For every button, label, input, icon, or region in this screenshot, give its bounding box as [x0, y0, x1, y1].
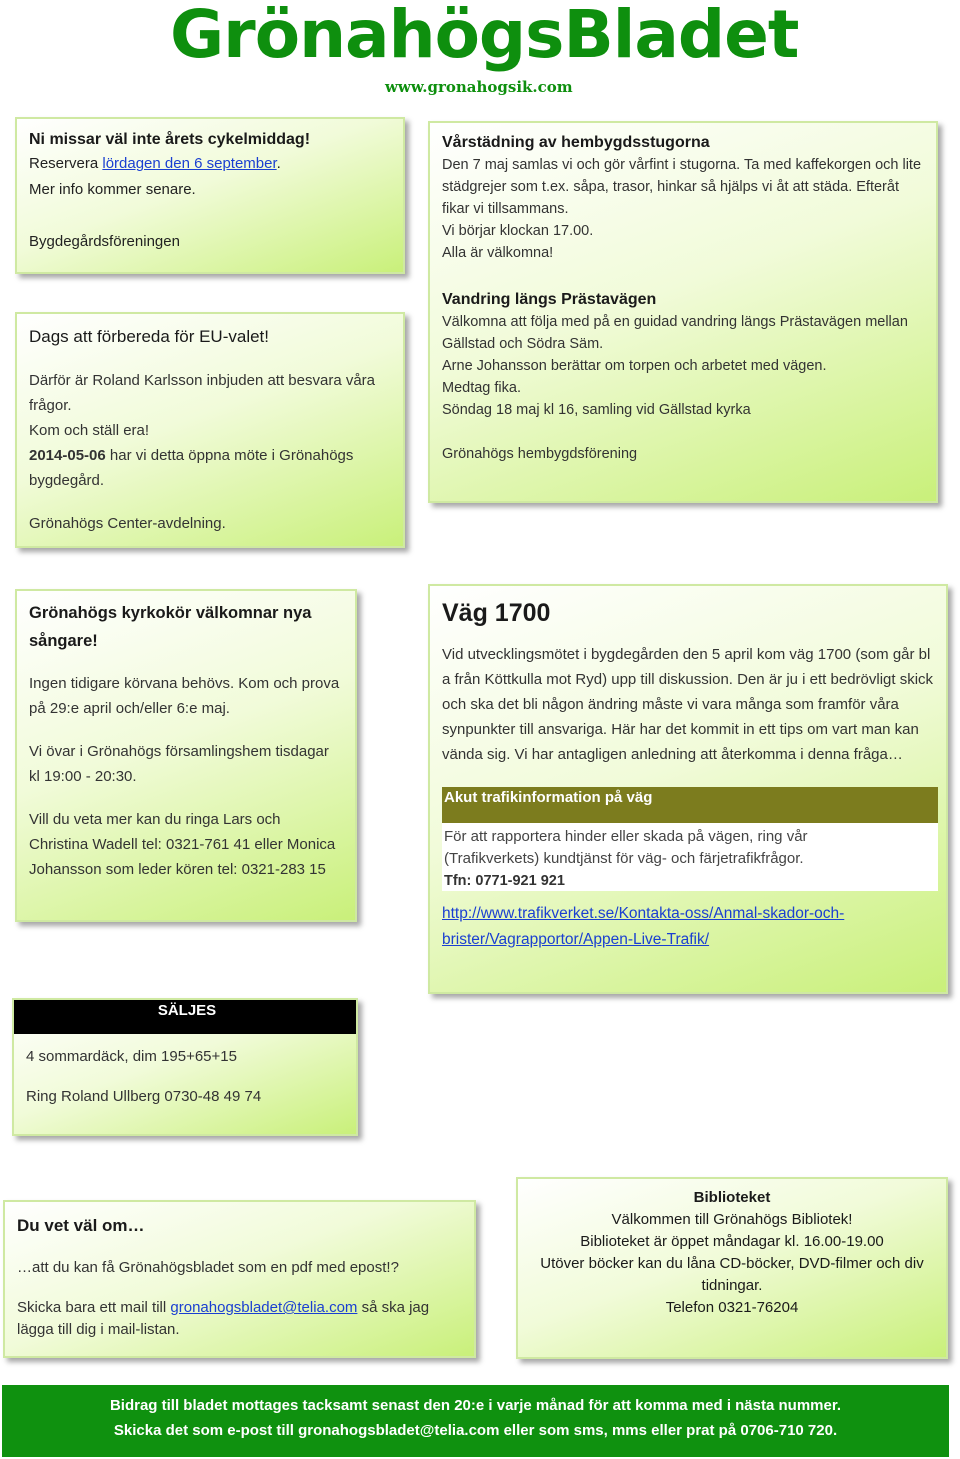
traffic-info-panel	[442, 787, 938, 891]
spring-cleaning-welcome: Alla är välkomna!	[442, 245, 554, 261]
road-heading: Väg 1700	[442, 599, 551, 627]
eu-election-line3	[29, 443, 391, 493]
footer-banner	[2, 1385, 949, 1457]
library-line4: Telefon 0321-76204	[665, 1299, 799, 1316]
choir-heading: Grönahögs kyrkokör välkomnar nya sångare!	[29, 604, 312, 650]
eu-election-signature: Grönahögs Center-avdelning.	[29, 515, 226, 532]
library-heading: Biblioteket	[693, 1189, 771, 1206]
reserve-text: Reservera	[29, 155, 103, 172]
choir-para3: Vill du veta mer kan du ringa Lars och Christina Wadell tel: 0321-761 41 eller Monica Johansson som leder kören tel: 0321-283 15	[29, 811, 336, 878]
road-1700-notice	[428, 584, 948, 994]
meeting-text: har vi detta öppna möte i Grönahögs bygdegård.	[29, 447, 354, 489]
road-body: Vid utvecklingsmötet i bygdegården den 5 april kom väg 1700 (som går bl a från Köttkulla mot Ryd) upp till diskussion. Den är ju i ett bedrövligt skick och ska det bli någon ändring måste vi vara många som framför våra synpunkter till ansvariga. Här har det kommit in ett tips om vart man kan vända sig. Vi har antagligen anledning att återkomma i denna fråga…	[442, 646, 934, 763]
traffic-info-title: Akut trafikinformation på väg	[442, 787, 938, 823]
newsletter-title: GrönahögsBladet	[170, 0, 799, 73]
traffic-line1: För att rapportera hinder eller skada på vägen, ring vår	[444, 828, 808, 845]
email-suffix: så ska jag lägga till dig i mail-listan.	[17, 1299, 430, 1338]
email-link[interactable]: gronahogsbladet@telia.com	[170, 1299, 358, 1316]
eu-election-line2: Kom och ställ era!	[29, 422, 150, 439]
spring-cleaning-time: Vi börjar klockan 17.00.	[442, 223, 594, 239]
walk-heading: Vandring längs Prästavägen	[442, 291, 657, 308]
walk-text: Välkomna att följa med på en guidad vandring längs Prästavägen mellan Gällstad och Södra Säm.	[442, 314, 908, 352]
eu-election-heading: Dags att förbereda för EU-valet!	[29, 327, 270, 346]
trafikverket-link[interactable]: http://www.trafikverket.se/Kontakta-oss/Anmal-skador-och-brister/Vagrapportor/Appen-Live-Trafik/	[442, 905, 845, 948]
meeting-date: 2014-05-06	[29, 447, 106, 464]
cycle-dinner-signature: Bygdegårdsföreningen	[29, 233, 180, 250]
library-line3: Utöver böcker kan du låna CD-böcker, DVD-filmer och div tidningar.	[540, 1255, 924, 1294]
for-sale-notice	[12, 998, 358, 1136]
for-sale-contact: Ring Roland Ullberg 0730-48 49 74	[26, 1088, 262, 1105]
email-line1: …att du kan få Grönahögsbladet som en pdf med epost!?	[17, 1259, 399, 1276]
walk-text-b: Arne Johansson berättar om torpen och arbetet med vägen.	[442, 358, 827, 374]
email-line2	[17, 1297, 462, 1341]
library-notice	[516, 1177, 948, 1359]
date-link[interactable]: lördagen den 6 september	[102, 155, 277, 172]
reserve-suffix: .	[276, 155, 281, 172]
for-sale-item: 4 sommardäck, dim 195+65+15	[26, 1048, 237, 1065]
choir-para1: Ingen tidigare körvana behövs. Kom och prova på 29:e april och/eller 6:e maj.	[29, 675, 340, 717]
choir-para2: Vi övar i Grönahögs församlingshem tisdagar kl 19:00 - 20:30.	[29, 743, 329, 785]
eu-election-line1: Därför är Roland Karlsson inbjuden att besvara våra frågor.	[29, 372, 376, 414]
spring-cleaning-text: Den 7 maj samlas vi och gör vårfint i stugorna. Ta med kaffekorgen och lite städgrejer som t.ex. såpa, trasor, hinkar så hjälps vi åt att städa. Efteråt fikar vi tillsammans.	[442, 157, 922, 217]
masthead	[0, 0, 960, 100]
walk-text-d: Söndag 18 maj kl 16, samling vid Gällstad kyrka	[442, 402, 751, 418]
email-subscription-notice	[3, 1200, 476, 1358]
email-heading: Du vet väl om…	[17, 1216, 145, 1235]
footer-line1: Bidrag till bladet mottages tacksamt senast den 20:e i varje månad för att komma med i nästa nummer.	[109, 1397, 842, 1414]
heritage-signature: Grönahögs hembygdsförening	[442, 446, 638, 462]
website-url[interactable]: www.gronahogsik.com	[385, 78, 573, 96]
email-prefix: Skicka bara ett mail till	[17, 1299, 171, 1316]
heritage-notice	[428, 121, 938, 503]
cycle-dinner-info: Mer info kommer senare.	[29, 181, 196, 198]
eu-election-notice	[15, 312, 405, 548]
library-line1: Välkommen till Grönahögs Bibliotek!	[611, 1211, 853, 1228]
footer-line2: Skicka det som e-post till gronahogsbladet@telia.com eller som sms, mms eller prat på 0706-710 720.	[113, 1422, 838, 1439]
library-line2: Biblioteket är öppet måndagar kl. 16.00-19.00	[580, 1233, 884, 1250]
walk-text-c: Medtag fika.	[442, 380, 521, 396]
traffic-info-body	[442, 823, 938, 891]
cycle-dinner-notice	[15, 117, 405, 274]
for-sale-heading: SÄLJES	[14, 1000, 358, 1034]
traffic-line2: (Trafikverkets) kundtjänst för väg- och färjetrafikfrågor.	[444, 850, 804, 867]
spring-cleaning-heading: Vårstädning av hembygdsstugorna	[442, 134, 710, 151]
choir-notice	[15, 589, 357, 922]
cycle-dinner-heading: Ni missar väl inte årets cykelmiddag!	[29, 131, 311, 148]
cycle-dinner-reserve	[29, 151, 391, 177]
traffic-phone: Tfn: 0771-921 921	[444, 873, 565, 889]
